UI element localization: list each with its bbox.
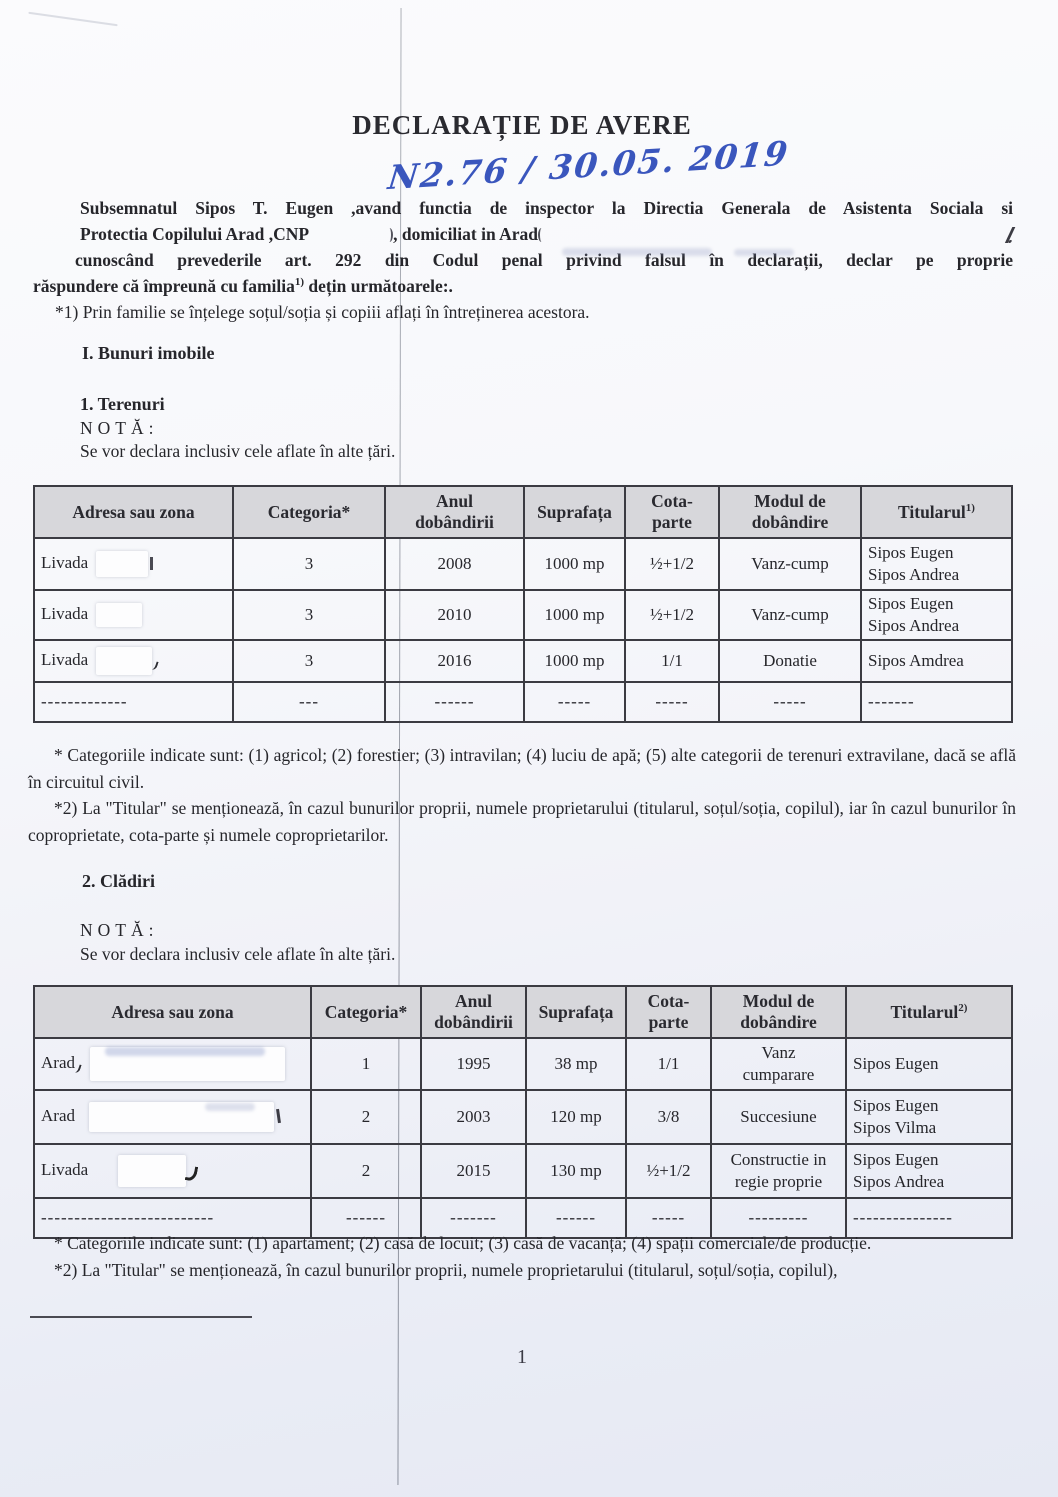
cell-anul: 2010 (385, 590, 524, 640)
intro-line-2-mid: , domiciliat in Arad (393, 224, 538, 244)
table-row-empty (34, 682, 1012, 722)
cell-titularul: ------- (861, 682, 1012, 722)
section-heading-bunuri-imobile: I. Bunuri imobile (82, 343, 215, 363)
table-header-row (34, 486, 1012, 538)
cell-cota: ½+1/2 (625, 590, 719, 640)
cell-titularul: --------------- (846, 1198, 1012, 1238)
scan-artifact-mark (28, 12, 117, 27)
column-header-adresa: Adresa sau zona (34, 486, 233, 538)
pen-mark (149, 660, 158, 671)
cell-anul: 2016 (385, 640, 524, 682)
cell-adresa: Livada (34, 538, 233, 590)
pen-mark (150, 557, 153, 570)
cell-modul: ----- (719, 682, 861, 722)
note-categorii-terenuri: * Categoriile indicate sunt: (1) agricol; (2) forestier; (3) intravilan; (4) luciu de apă; (5) alte categorii de terenuri extravilane, dacă se află în circuitul civil. (28, 745, 1016, 792)
cell-titularul: Sipos Eugen Sipos Andrea (861, 538, 1012, 590)
cell-anul: 2008 (385, 538, 524, 590)
column-header-titularul: Titularul$^{2)}$ (846, 986, 1012, 1038)
footnote-superscript: 1) (294, 276, 305, 289)
table-row (34, 1090, 1012, 1144)
subsection-heading-cladiri: 2. Clădiri (82, 871, 156, 891)
cell-modul: Constructie in regie proprie (711, 1144, 846, 1198)
cell-adresa: ------------- (34, 682, 233, 722)
intro-line-2 (33, 221, 1013, 247)
cell-anul: 2015 (421, 1144, 526, 1198)
column-header-cota: Cota- parte (626, 986, 711, 1038)
cell-categoria: 3 (233, 590, 385, 640)
cell-titularul: Sipos Amdrea (861, 640, 1012, 682)
cell-cota: ½+1/2 (626, 1144, 711, 1198)
cell-cota: ----- (625, 682, 719, 722)
column-header-suprafata: Suprafața (526, 986, 626, 1038)
redaction-box (96, 647, 152, 675)
nota-label: NOTĂ: (80, 418, 159, 438)
redaction-smudge (734, 249, 794, 256)
column-header-categoria: Categoria* (311, 986, 421, 1038)
table-header-row (34, 986, 1012, 1038)
footnote-superscript: 2) (958, 1001, 968, 1014)
cell-adresa: Livada (34, 640, 233, 682)
cell-categoria: 3 (233, 640, 385, 682)
cell-suprafata: 130 mp (526, 1144, 626, 1198)
intro-line-4: răspundere că împreună cu familia$^{1)}$ dețin următoarele:. (33, 276, 453, 296)
cell-suprafata: 38 mp (526, 1038, 626, 1090)
column-header-suprafata: Suprafața (524, 486, 625, 538)
redaction-smudge (562, 248, 712, 256)
nota-label: NOTĂ: (80, 920, 159, 940)
redaction-box (96, 603, 142, 627)
cell-modul: Vanz-cump (719, 590, 861, 640)
cell-categoria: 2 (311, 1090, 421, 1144)
intro-line-2-prefix: Protectia Copilului Arad ,CNP (80, 224, 310, 244)
cell-adresa: Arad (34, 1038, 311, 1090)
cell-categoria: 2 (311, 1144, 421, 1198)
column-header-anul: Anul dobândirii (421, 986, 526, 1038)
pen-mark (276, 1109, 281, 1123)
cell-anul: ------ (385, 682, 524, 722)
note-categorii-cladiri: * Categoriile indicate sunt: (1) apartament; (2) casă de locuit; (3) casă de vacanță; (4) spații comerciale/de producție. (54, 1233, 872, 1253)
cell-adresa: Livada (34, 1144, 311, 1198)
cell-anul: 1995 (421, 1038, 526, 1090)
footnote-superscript: 1) (965, 501, 975, 514)
page-number: 1 (517, 1346, 527, 1368)
cell-cota: 1/1 (625, 640, 719, 682)
pen-mark (996, 227, 1015, 243)
cell-adresa: -------------------------- (34, 1198, 311, 1238)
cell-categoria: --- (233, 682, 385, 722)
cell-categoria: 1 (311, 1038, 421, 1090)
cladiri-table (33, 985, 1013, 1239)
cell-anul: ------- (421, 1198, 526, 1238)
note-titular-terenuri: *2) La "Titular" se menționează, în cazul bunurilor proprii, numele proprietarului (titularul, soțul/soția, copilul), iar în cazul bunurilor în coproprietate, cota-parte și numele coproprietarilor. (28, 798, 1016, 845)
terenuri-notes (28, 742, 1016, 848)
cell-categoria: 3 (233, 538, 385, 590)
cell-adresa: Livada (34, 590, 233, 640)
nota-text: Se vor declara inclusiv cele aflate în alte țări. (80, 441, 396, 461)
cell-titularul: Sipos Eugen Sipos Andrea (861, 590, 1012, 640)
cell-titularul: Sipos Eugen Sipos Andrea (846, 1144, 1012, 1198)
cell-cota: ----- (626, 1198, 711, 1238)
footnote-divider (30, 1316, 252, 1318)
nota-text: Se vor declara inclusiv cele aflate în alte țări. (80, 944, 396, 964)
document-title: DECLARAȚIE DE AVERE (352, 110, 692, 140)
cell-modul: Succesiune (711, 1090, 846, 1144)
table-row (34, 640, 1012, 682)
cell-suprafata: 1000 mp (524, 590, 625, 640)
cell-titularul: Sipos Eugen (846, 1038, 1012, 1090)
column-header-cota: Cota- parte (625, 486, 719, 538)
note-titular-cladiri: *2) La "Titular" se menționează, în cazul bunurilor proprii, numele proprietarului (titularul, soțul/soția, copilul), (54, 1259, 838, 1280)
cladiri-notes (28, 1230, 1016, 1283)
cell-adresa: Arad (34, 1090, 311, 1144)
subsection-heading-terenuri: 1. Terenuri (80, 394, 165, 414)
pen-mark (185, 1165, 198, 1182)
cell-categoria: ------ (311, 1198, 421, 1238)
cell-suprafata: 1000 mp (524, 640, 625, 682)
family-definition-footnote: *1) Prin familie se înțelege soțul/soția și copiii aflați în întreținerea acestora. (55, 302, 590, 322)
table-row (34, 1144, 1012, 1198)
cell-modul: Vanz cumparare (711, 1038, 846, 1090)
declaration-intro-paragraph (33, 195, 1013, 325)
cell-cota: 1/1 (626, 1038, 711, 1090)
cell-suprafata: 120 mp (526, 1090, 626, 1144)
intro-line-1: Subsemnatul Sipos T. Eugen ,avand functia de inspector la Directia Generala de Asistenta Sociala si (80, 198, 1013, 218)
cell-suprafata: 1000 mp (524, 538, 625, 590)
redaction-smudge (105, 1047, 265, 1056)
cell-cota: 3/8 (626, 1090, 711, 1144)
cell-suprafata: ------ (526, 1198, 626, 1238)
cell-modul: Donatie (719, 640, 861, 682)
column-header-anul: Anul dobândirii (385, 486, 524, 538)
cell-modul: --------- (711, 1198, 846, 1238)
redaction-smudge (205, 1103, 255, 1111)
column-header-modul: Modul de dobândire (711, 986, 846, 1038)
pen-mark (538, 228, 544, 242)
table-row (34, 538, 1012, 590)
cell-modul: Vanz-cump (719, 538, 861, 590)
column-header-modul: Modul de dobândire (719, 486, 861, 538)
column-header-adresa: Adresa sau zona (34, 986, 311, 1038)
column-header-categoria: Categoria* (233, 486, 385, 538)
redaction-box (118, 1155, 186, 1187)
table-row (34, 590, 1012, 640)
cell-suprafata: ----- (524, 682, 625, 722)
cell-titularul: Sipos Eugen Sipos Vilma (846, 1090, 1012, 1144)
cell-cota: ½+1/2 (625, 538, 719, 590)
cell-anul: 2003 (421, 1090, 526, 1144)
handwritten-registration-number: N2.76 / 30.05. 2019 (386, 133, 792, 198)
table-row (34, 1038, 1012, 1090)
column-header-titularul: Titularul$^{1)}$ (861, 486, 1012, 538)
redaction-box (96, 551, 148, 577)
pen-mark (72, 1063, 81, 1074)
terenuri-table (33, 485, 1013, 723)
intro-line-3: cunoscând prevederile art. 292 din Codul penal privind falsul în declarații, declar pe proprie (75, 250, 1013, 270)
